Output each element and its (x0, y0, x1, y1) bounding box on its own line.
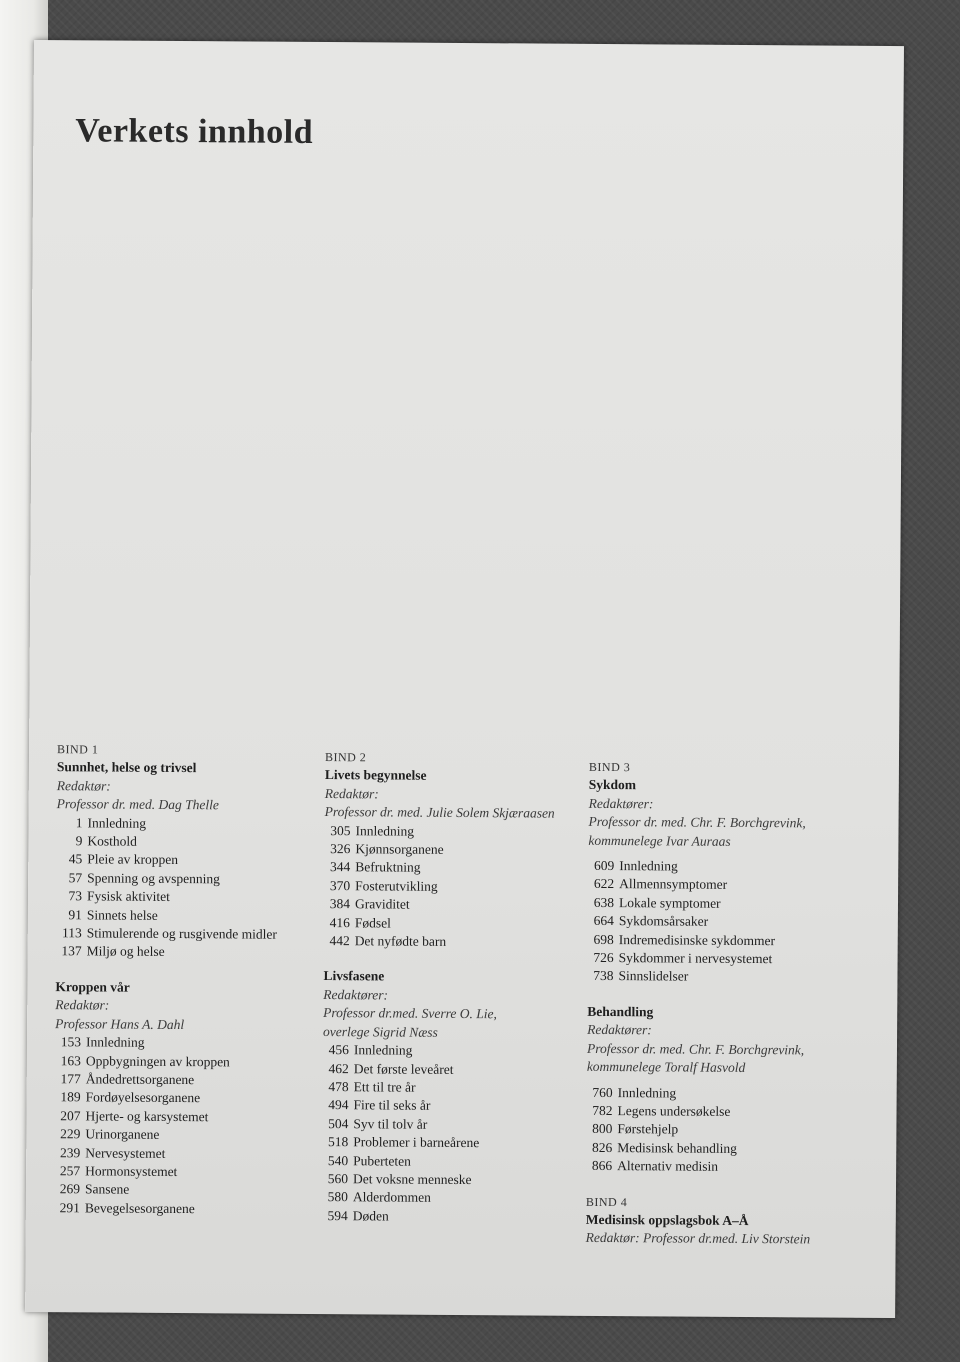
page-number: 45 (68, 851, 83, 867)
page-number: 540 (327, 1152, 349, 1168)
entry-title: Det nyfødte barn (354, 933, 447, 949)
column-bind-1 (54, 740, 327, 1219)
bind-heading: BIND 1 (57, 742, 99, 757)
page-number: 594 (327, 1207, 348, 1223)
section-title: Sykdom (588, 777, 637, 793)
page-number: 305 (330, 822, 351, 838)
entry-title: Urinorganene (85, 1126, 160, 1143)
toc-entry (588, 949, 858, 969)
editor-name: Redaktør: Professor dr.med. Liv Storstein (585, 1230, 811, 1247)
page-number: 229 (60, 1126, 81, 1142)
toc-entry (324, 840, 594, 860)
toc-entry (322, 1133, 592, 1153)
column-bind-2 (322, 748, 595, 1227)
entry-title: Problemer i barneårene (353, 1134, 480, 1151)
entry-title: Alderdommen (352, 1189, 431, 1206)
toc-entry (54, 1107, 324, 1127)
entry-title: Legens undersøkelse (617, 1103, 731, 1119)
page-number: 370 (329, 877, 351, 894)
editor-label: Redaktører: (323, 986, 389, 1003)
toc-entry (56, 924, 326, 944)
toc-entry (54, 1144, 324, 1164)
page-title: Verkets innhold (75, 112, 314, 151)
page-number: 91 (68, 906, 82, 923)
toc-entry (55, 1088, 325, 1108)
entry-title: Oppbygningen av kroppen (85, 1052, 230, 1069)
entry-title: Spenning og avspenning (87, 870, 220, 887)
toc-entry (323, 1060, 593, 1080)
entry-title: Graviditet (354, 896, 410, 912)
toc-list (54, 1033, 325, 1219)
page-number: 456 (328, 1042, 350, 1058)
entry-title: Innledning (355, 822, 415, 839)
entry-title: Hormonsystemet (85, 1163, 178, 1179)
entry-title: Det første leveåret (353, 1060, 454, 1077)
entry-title: Kjønnsorganene (355, 841, 444, 857)
toc-list (587, 857, 858, 988)
toc-entry (322, 1115, 592, 1135)
toc-entry (324, 932, 594, 952)
entry-title: Stimulerende og rusgivende midler (86, 925, 277, 942)
toc-entry (56, 943, 326, 963)
toc-entry (322, 1170, 592, 1190)
page-number: 622 (593, 876, 615, 892)
entry-title: Hjerte- og karsystemet (85, 1108, 209, 1124)
toc-entry (588, 894, 858, 914)
page-number: 239 (59, 1144, 81, 1160)
entry-title: Puberteten (353, 1152, 411, 1169)
page-number: 638 (593, 894, 615, 910)
page-number: 518 (328, 1134, 349, 1150)
entry-title: Sinnets helse (86, 907, 158, 923)
page-number: 57 (68, 870, 83, 886)
page-number: 344 (329, 859, 351, 875)
toc-entry (54, 1162, 324, 1182)
page-number: 664 (593, 913, 614, 929)
editor-name: kommunelege Toralf Hasvold (586, 1058, 746, 1076)
toc-entry (586, 1157, 856, 1177)
page-number: 163 (60, 1052, 81, 1068)
section-title: Livsfasene (323, 968, 385, 984)
toc-entry (588, 857, 858, 877)
page-number: 153 (60, 1034, 82, 1050)
section-title: Medisinsk oppslagsbok A–Å (585, 1211, 749, 1228)
page-number: 207 (60, 1107, 81, 1124)
toc-entry (322, 1152, 592, 1172)
entry-title: Medisinsk behandling (617, 1139, 737, 1156)
editor-name: Professor dr. med. Chr. F. Borchgrevink, (588, 814, 806, 831)
page-number: 257 (59, 1163, 81, 1179)
editor-label: Redaktører: (587, 1022, 652, 1038)
editor-name: Professor dr. med. Chr. F. Borchgrevink, (586, 1040, 805, 1058)
toc-entry (56, 832, 326, 852)
page-number: 782 (592, 1102, 613, 1118)
toc-entry (588, 931, 858, 951)
entry-title: Sinnslidelser (618, 968, 689, 985)
editor-name: overlege Sigrid Næss (323, 1023, 438, 1040)
toc-entry (587, 1083, 857, 1103)
toc-entry (56, 814, 326, 834)
entry-title: Innledning (617, 1084, 677, 1101)
page-number: 1 (75, 814, 83, 830)
page-number: 113 (61, 925, 82, 941)
editor-label: Redaktør: (55, 997, 110, 1013)
entry-title: Åndedrettsorganene (85, 1071, 195, 1088)
toc-entry (54, 1181, 324, 1201)
editor-label: Redaktør: (324, 785, 379, 802)
page-number: 866 (591, 1158, 613, 1174)
toc-entry (324, 858, 594, 878)
toc-entry (588, 875, 858, 895)
page-number: 442 (329, 933, 350, 949)
toc-entry (324, 914, 594, 934)
page-number: 384 (329, 896, 351, 912)
page-number: 9 (75, 833, 83, 849)
entry-title: Sykdomsårsaker (618, 913, 709, 929)
toc-entry (56, 906, 326, 926)
toc-entry (55, 1033, 325, 1053)
entry-title: Nervesystemet (85, 1144, 166, 1161)
toc-list (56, 814, 327, 963)
entry-title: Syv til tolv år (353, 1115, 428, 1132)
entry-title: Fødsel (354, 914, 391, 931)
toc-entry (56, 869, 326, 889)
entry-title: Sansene (84, 1181, 130, 1198)
page-number: 137 (61, 943, 82, 959)
toc-entry (56, 851, 326, 871)
editor-label: Redaktør: (56, 777, 111, 794)
toc-entry (586, 1139, 856, 1159)
entry-title: Innledning (87, 815, 147, 831)
page-number: 826 (591, 1139, 613, 1155)
toc-entry (324, 877, 594, 897)
book-page (25, 40, 904, 1318)
toc-entry (54, 1125, 324, 1145)
page-number: 609 (593, 857, 615, 874)
entry-title: Fordøyelsesorganene (85, 1089, 201, 1106)
section-title: Kroppen vår (55, 979, 130, 995)
toc-entry (54, 1199, 324, 1219)
page-number: 800 (592, 1121, 613, 1137)
section-title: Sunnhet, helse og trivsel (56, 759, 197, 776)
entry-title: Ett til tre år (353, 1079, 416, 1095)
editor-name: Professor dr. med. Dag Thelle (56, 796, 219, 813)
page-number: 760 (592, 1084, 613, 1100)
toc-entry (55, 1052, 325, 1072)
toc-entry (588, 912, 858, 932)
editor-name: Professor Hans A. Dahl (55, 1015, 185, 1032)
toc-entry (323, 1041, 593, 1061)
toc-entry (324, 822, 594, 842)
toc-entry (322, 1188, 592, 1208)
page-number: 462 (328, 1060, 349, 1076)
page-number: 698 (593, 931, 614, 947)
page-number: 560 (327, 1171, 349, 1187)
entry-title: Førstehjelp (617, 1121, 679, 1137)
entry-title: Bevegelsesorganene (84, 1200, 195, 1216)
entry-title: Miljø og helse (86, 943, 165, 960)
entry-title: Døden (352, 1208, 389, 1224)
entry-title: Innledning (85, 1034, 145, 1050)
toc-entry (322, 1207, 592, 1227)
toc-entry (586, 1120, 856, 1140)
page-number: 580 (327, 1189, 348, 1205)
toc-entry (324, 895, 594, 915)
entry-title: Allmennsymptomer (619, 876, 728, 893)
bind-heading: BIND 2 (324, 750, 367, 765)
entry-title: Indremedisinske sykdommer (618, 931, 776, 948)
toc-entry (56, 887, 326, 907)
entry-title: Det voksne menneske (353, 1171, 472, 1188)
toc-entry (55, 1070, 325, 1090)
toc-entry (586, 1102, 856, 1122)
entry-title: Lokale symptomer (618, 894, 721, 911)
page-number: 738 (593, 968, 614, 984)
page-number: 291 (59, 1199, 80, 1216)
entry-title: Alternativ medisin (617, 1158, 719, 1174)
entry-title: Befruktning (355, 859, 421, 876)
toc-entry (587, 967, 857, 987)
toc-list (322, 1041, 593, 1227)
page-number: 73 (68, 888, 83, 904)
page-number: 177 (60, 1071, 81, 1087)
entry-title: Fysisk aktivitet (86, 888, 170, 905)
entry-title: Fosterutvikling (355, 878, 438, 894)
toc-list (586, 1083, 857, 1177)
bind-heading: BIND 3 (588, 759, 631, 775)
bind-heading: BIND 4 (585, 1194, 628, 1209)
entry-title: Innledning (353, 1042, 413, 1058)
column-bind-3-4 (586, 758, 859, 1250)
page-number: 416 (329, 914, 350, 930)
page-number: 726 (593, 949, 614, 966)
editor-name: Professor dr. med. Julie Solem Skjæraasen (324, 804, 555, 821)
page-number: 494 (328, 1097, 349, 1113)
page-number: 189 (60, 1089, 81, 1105)
page-number: 269 (59, 1181, 81, 1197)
editor-label: Redaktører: (588, 795, 654, 812)
section-title: Livets begynnelse (324, 767, 427, 784)
page-number: 326 (330, 841, 351, 857)
editor-name: kommunelege Ivar Auraas (588, 832, 731, 849)
toc-list (324, 822, 595, 953)
editor-name: Professor dr.med. Sverre O. Lie, (323, 1005, 497, 1022)
section-title: Behandling (587, 1003, 654, 1020)
page-number: 504 (328, 1115, 349, 1131)
entry-title: Innledning (619, 858, 678, 874)
entry-title: Fire til seks år (353, 1097, 431, 1114)
toc-entry (323, 1078, 593, 1098)
entry-title: Sykdommer i nervesystemet (618, 950, 773, 967)
entry-title: Kosthold (87, 833, 137, 849)
entry-title: Pleie av kroppen (87, 851, 179, 868)
toc-entry (323, 1096, 593, 1116)
page-number: 478 (328, 1078, 349, 1095)
